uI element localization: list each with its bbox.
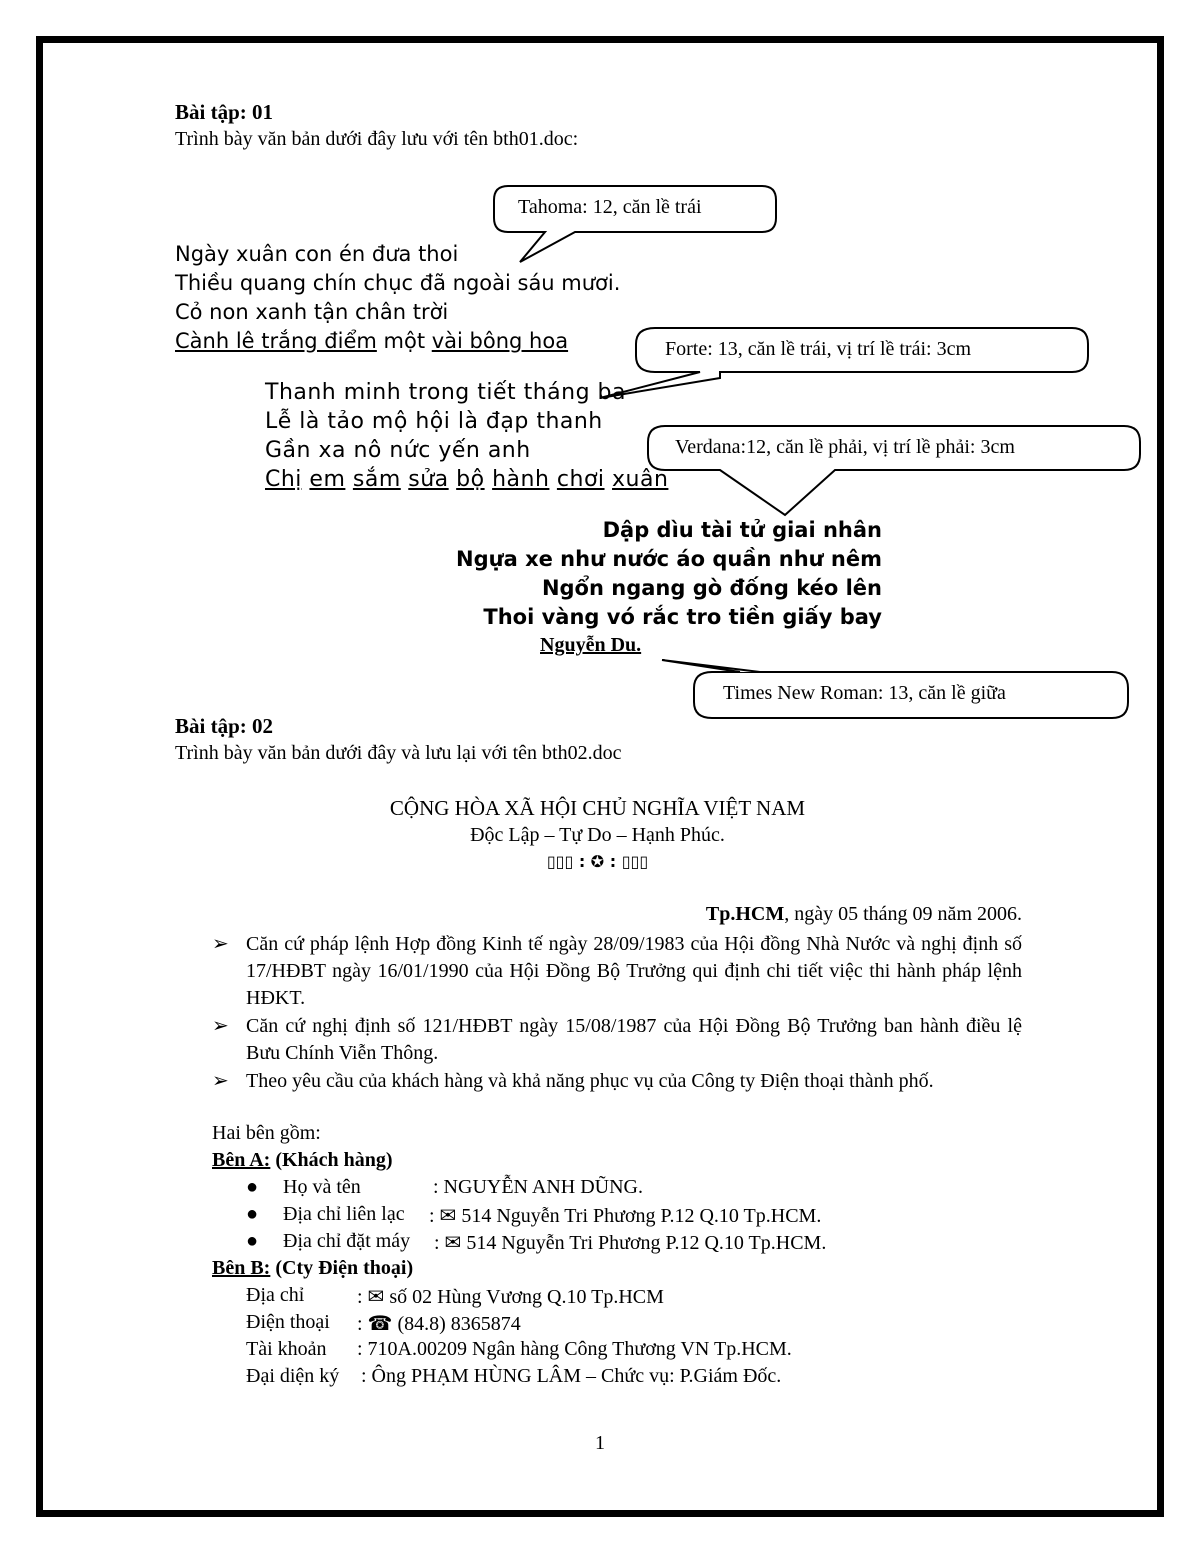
bullet-arrow-icon: ➢ bbox=[212, 933, 229, 955]
callout-4-text: Times New Roman: 13, căn lề giữa bbox=[723, 682, 1006, 704]
callout-3-text: Verdana:12, căn lề phải, vị trí lề phải: 3cm bbox=[675, 436, 1015, 458]
stanza-2-line: Chị em sắm sửa bộ hành chơi xuân bbox=[265, 467, 669, 492]
bullet-dot-icon: ● bbox=[246, 1230, 259, 1252]
party-a-label: Địa chỉ liên lạc bbox=[283, 1203, 405, 1225]
parties-intro: Hai bên gồm: bbox=[212, 1122, 321, 1144]
basis-item-1: Căn cứ pháp lệnh Hợp đồng Kinh tế ngày 28/09/1983 của Hội đồng Nhà Nước và nghị định số 17/HĐBT ngày 16/01/1990 của Hội Đồng Bộ Trưởng qui định chi tiết việc thi hành pháp lệnh HĐKT. bbox=[246, 933, 1022, 1009]
date-line: Tp.HCM, ngày 05 tháng 09 năm 2006. bbox=[705, 903, 1022, 925]
bullet-arrow-icon: ➢ bbox=[212, 1070, 229, 1092]
motto: Độc Lập – Tự Do – Hạnh Phúc. bbox=[470, 824, 725, 846]
ornament: ▯▯▯ : ✪ : ▯▯▯ bbox=[546, 852, 649, 871]
page-number: 1 bbox=[595, 1432, 605, 1454]
party-a-value: : NGUYỄN ANH DŨNG. bbox=[433, 1176, 643, 1198]
party-b-value: : 710A.00209 Ngân hàng Công Thương VN Tp.HCM. bbox=[357, 1338, 792, 1360]
party-a-item bbox=[246, 1176, 258, 1199]
ex1-heading: Bài tập: 01 bbox=[175, 100, 274, 124]
stanza-2 bbox=[265, 378, 668, 494]
stanza-1-line: Cỏ non xanh tận chân trời bbox=[175, 300, 449, 324]
party-b-label: Tài khoản bbox=[246, 1338, 327, 1360]
party-b-label: Điện thoại bbox=[246, 1311, 330, 1333]
stanza-1-line: Cành lê trắng điểm một vài bông hoa bbox=[175, 329, 569, 353]
party-a-item bbox=[246, 1230, 258, 1253]
stanza-3-line: Ngựa xe như nước áo quần như nêm bbox=[456, 547, 882, 571]
ex2-instruction: Trình bày văn bản dưới đây và lưu lại với tên bth02.doc bbox=[175, 742, 622, 764]
bullet-arrow-icon: ➢ bbox=[212, 1015, 229, 1037]
stanza-3-line: Ngổn ngang gò đống kéo lên bbox=[541, 576, 882, 600]
stanza-1 bbox=[175, 240, 620, 356]
callout-1-text: Tahoma: 12, căn lề trái bbox=[518, 196, 702, 218]
callout-pointer-4 bbox=[662, 660, 760, 672]
stanza-1-line: Ngày xuân con én đưa thoi bbox=[175, 242, 459, 266]
bullet-dot-icon: ● bbox=[246, 1176, 259, 1198]
stanza-1-line: Thiều quang chín chục đã ngoài sáu mươi. bbox=[175, 271, 621, 295]
party-b-heading: Bên B: (Cty Điện thoại) bbox=[212, 1257, 414, 1279]
stanza-2-line: Lễ là tảo mộ hội là đạp thanh bbox=[265, 409, 603, 434]
bullet-dot-icon: ● bbox=[246, 1203, 259, 1225]
stanza-3-line: Thoi vàng vó rắc tro tiền giấy bay bbox=[483, 605, 882, 629]
party-a-item bbox=[246, 1203, 258, 1226]
callout-2-text: Forte: 13, căn lề trái, vị trí lề trái: 3cm bbox=[665, 338, 972, 360]
party-b-label: Địa chỉ bbox=[246, 1284, 305, 1306]
party-a-value: : ✉ 514 Nguyễn Tri Phương P.12 Q.10 Tp.HCM. bbox=[429, 1205, 822, 1227]
basis-item-3: Theo yêu cầu của khách hàng và khả năng phục vụ của Công ty Điện thoại thành phố. bbox=[246, 1070, 934, 1092]
party-b-label: Đại diện ký bbox=[246, 1365, 340, 1387]
stanza-2-line: Thanh minh trong tiết tháng ba bbox=[265, 380, 627, 405]
stanza-3-line: Dập dìu tài tử giai nhân bbox=[602, 518, 882, 542]
party-a-label: Họ và tên bbox=[283, 1176, 361, 1198]
basis-item-2: Căn cứ nghị định số 121/HĐBT ngày 15/08/1987 của Hội Đồng Bộ Trưởng ban hành điều lệ Bưu Chính Viễn Thông. bbox=[246, 1015, 1022, 1064]
nation-title: CỘNG HÒA XÃ HỘI CHỦ NGHĨA VIỆT NAM bbox=[389, 796, 806, 820]
ex1-instruction: Trình bày văn bản dưới đây lưu với tên bth01.doc: bbox=[175, 128, 579, 150]
party-b-value: : Ông PHẠM HÙNG LÂM – Chức vụ: P.Giám Đốc. bbox=[361, 1365, 782, 1387]
party-b-value: : ☎ (84.8) 8365874 bbox=[357, 1313, 521, 1335]
party-a-label: Địa chỉ đặt máy bbox=[283, 1230, 411, 1252]
party-a-heading: Bên A: (Khách hàng) bbox=[212, 1149, 393, 1171]
author: Nguyễn Du. bbox=[540, 634, 642, 656]
party-a-value: : ✉ 514 Nguyễn Tri Phương P.12 Q.10 Tp.HCM. bbox=[434, 1232, 827, 1254]
stanza-2-line: Gần xa nô nức yến anh bbox=[265, 438, 531, 463]
ex2-heading: Bài tập: 02 bbox=[175, 714, 274, 738]
party-b-value: : ✉ số 02 Hùng Vương Q.10 Tp.HCM bbox=[357, 1286, 664, 1308]
stanza-3 bbox=[330, 516, 882, 632]
